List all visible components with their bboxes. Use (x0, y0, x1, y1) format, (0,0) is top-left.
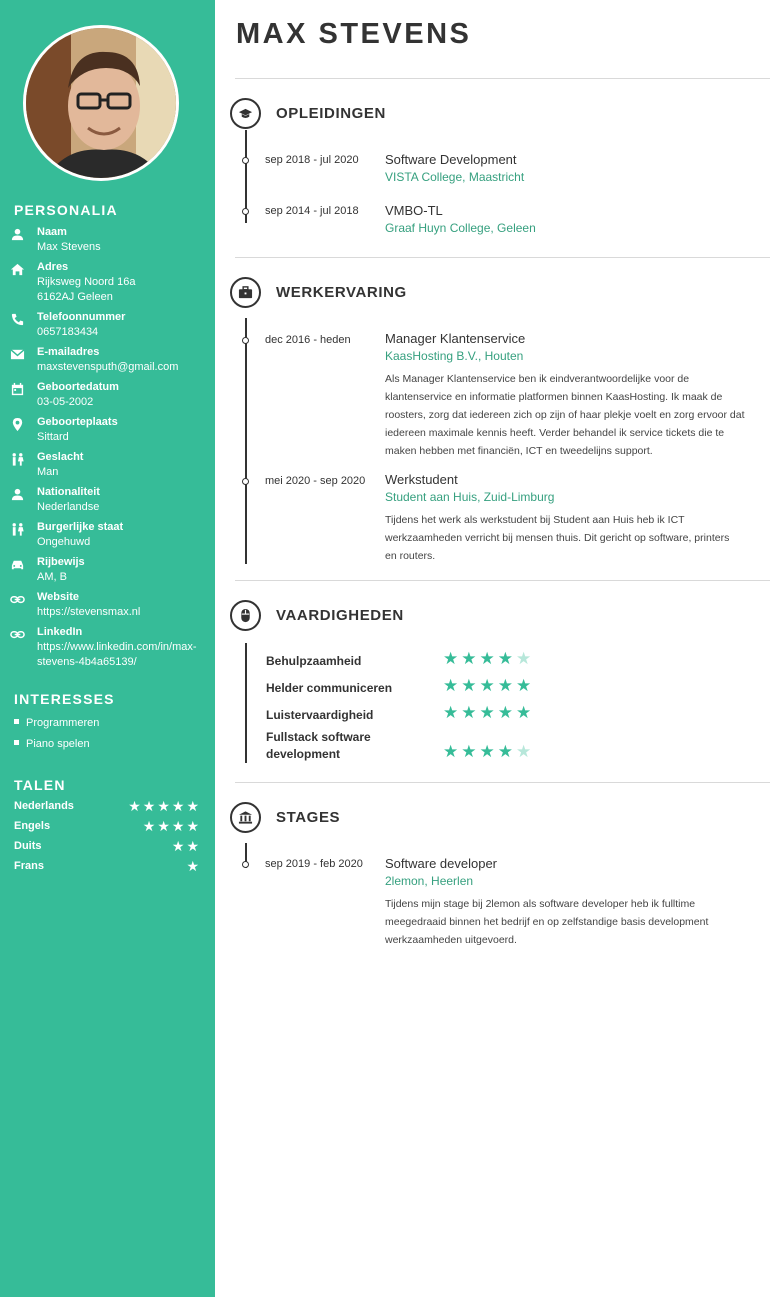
section-title-werkervaring: WERKERVARING (276, 284, 407, 301)
skill-rating: ★★★★★ (443, 742, 535, 761)
entry-title: Manager Klantenservice (385, 331, 526, 346)
personalia-label: Telefoonnummer (37, 311, 126, 323)
personalia-label: LinkedIn (37, 626, 83, 638)
personalia-label: Geslacht (37, 451, 84, 463)
entry-description: Als Manager Klantenservice ben ik eindverantwoordelijke voor de klantenservice en informatie platformen binnen KaasHosting. Ik maak de roosters, zorg dat iedereen zich op zijn of haar plekje voelt en zorg ervoor dat iedereen maximale kennis heeft. Verder behandel ik service tickets die te maken hebben met financiën, ICT en tweedelijns support. (385, 373, 745, 457)
entry-subtitle: VISTA College, Maastricht (385, 170, 525, 184)
profile-photo (23, 25, 179, 181)
person-icon (10, 227, 25, 242)
interest-item: Programmeren (14, 717, 99, 729)
entry-description: Tijdens het werk als werkstudent bij Student aan Huis heb ik ICT werkzaamheden verricht bij mensen thuis. Dit gericht op software, printers en routers. (385, 514, 730, 562)
personalia-heading: PERSONALIA (14, 202, 118, 218)
entry-title: VMBO-TL (385, 203, 443, 218)
person-icon (10, 487, 25, 502)
linkedin-link-line2[interactable]: stevens-4b4a65139/ (37, 656, 137, 668)
language-stars: ★★ (171, 838, 201, 854)
bank-icon (230, 802, 261, 833)
personalia-value: AM, B (37, 571, 67, 583)
interest-item: Piano spelen (14, 738, 90, 750)
personalia-value: Sittard (37, 431, 69, 443)
language-row (14, 840, 201, 856)
calendar-icon (10, 382, 25, 397)
link-icon (10, 627, 25, 642)
section-title-stages: STAGES (276, 809, 341, 826)
personalia-label: E-mailadres (37, 346, 100, 358)
personalia-label: Nationaliteit (37, 486, 100, 498)
divider (235, 257, 770, 258)
skill-rating: ★★★★★ (443, 703, 535, 722)
language-stars: ★ (186, 858, 201, 874)
skill-name: Helder communiceren (266, 681, 393, 695)
personalia-label: Rijbewijs (37, 556, 85, 568)
personalia-label: Adres (37, 261, 69, 273)
mouse-icon (230, 600, 261, 631)
personalia-value: Nederlandse (37, 501, 100, 513)
skill-name: Fullstack software development (266, 730, 371, 761)
personalia-value: Max Stevens (37, 241, 101, 253)
language-name: Duits (14, 840, 42, 852)
personalia-label: Geboorteplaats (37, 416, 118, 428)
language-row (14, 800, 201, 816)
timeline-dot (242, 478, 249, 485)
personalia-value: Man (37, 466, 59, 478)
phone-icon (10, 312, 25, 327)
personalia-label: Geboortedatum (37, 381, 119, 393)
entry-date: mei 2020 - sep 2020 (265, 475, 366, 487)
entry-date: sep 2014 - jul 2018 (265, 205, 359, 217)
language-name: Frans (14, 860, 44, 872)
location-icon (10, 417, 25, 432)
entry-date: dec 2016 - heden (265, 334, 351, 346)
mail-icon (10, 347, 25, 362)
personalia-value: 0657183434 (37, 326, 99, 338)
entry-title: Software developer (385, 856, 498, 871)
divider (235, 78, 770, 79)
link-icon (10, 592, 25, 607)
language-stars: ★★★★★ (128, 798, 201, 814)
language-row (14, 860, 201, 876)
personalia-label: Website (37, 591, 79, 603)
talen-heading: TALEN (14, 777, 66, 793)
divider (235, 580, 770, 581)
entry-subtitle: Student aan Huis, Zuid-Limburg (385, 490, 555, 504)
car-icon (10, 557, 25, 572)
timeline-line (245, 318, 247, 564)
timeline-dot (242, 861, 249, 868)
section-title-vaardigheden: VAARDIGHEDEN (276, 607, 404, 624)
skill-rating: ★★★★★ (443, 649, 535, 668)
divider (235, 782, 770, 783)
entry-subtitle: 2lemon, Heerlen (385, 874, 474, 888)
skill-name: Behulpzaamheid (266, 654, 362, 668)
entry-date: sep 2018 - jul 2020 (265, 154, 359, 166)
timeline-line (245, 643, 247, 763)
interesses-heading: INTERESSES (14, 691, 115, 707)
linkedin-link[interactable]: https://www.linkedin.com/in/max- (37, 641, 197, 653)
graduation-cap-icon (230, 98, 261, 129)
language-stars: ★★★★ (142, 818, 201, 834)
personalia-value: maxstevensputh@gmail.com (37, 361, 179, 373)
personalia-value: Rijksweg Noord 16a (37, 276, 136, 288)
home-icon (10, 262, 25, 277)
personalia-value: Ongehuwd (37, 536, 91, 548)
timeline-dot (242, 208, 249, 215)
personalia-value-line2: 6162AJ Geleen (37, 291, 113, 303)
timeline-dot (242, 157, 249, 164)
personalia-label: Burgerlijke staat (37, 521, 124, 533)
sidebar (0, 0, 215, 1297)
timeline-dot (242, 337, 249, 344)
entry-subtitle: KaasHosting B.V., Houten (385, 349, 524, 363)
briefcase-icon (230, 277, 261, 308)
personalia-value: 03-05-2002 (37, 396, 94, 408)
skill-name: Luistervaardigheid (266, 708, 374, 722)
section-title-opleidingen: OPLEIDINGEN (276, 105, 386, 122)
personalia-label: Naam (37, 226, 67, 238)
entry-title: Werkstudent (385, 472, 458, 487)
language-name: Nederlands (14, 800, 74, 812)
entry-description: Tijdens mijn stage bij 2lemon als software developer heb ik fulltime meegedraaid binnen het bedrijf en op zelfstandige basis development werkzaamheden uitgevoerd. (385, 898, 709, 946)
language-row (14, 820, 201, 836)
skill-rating: ★★★★★ (443, 676, 535, 695)
entry-title: Software Development (385, 152, 517, 167)
language-name: Engels (14, 820, 51, 832)
website-link[interactable]: https://stevensmax.nl (37, 606, 141, 618)
couple-icon (10, 522, 25, 537)
entry-subtitle: Graaf Huyn College, Geleen (385, 221, 536, 235)
entry-date: sep 2019 - feb 2020 (265, 858, 363, 870)
page-title: MAX STEVENS (236, 18, 472, 50)
gender-icon (10, 452, 25, 467)
